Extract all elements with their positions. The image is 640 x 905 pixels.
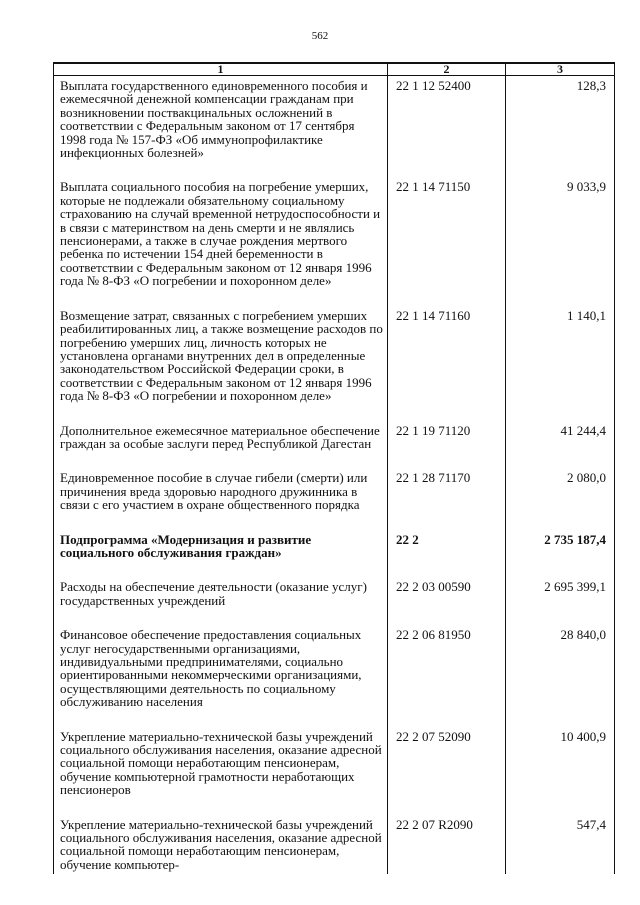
table-row [54,530,615,578]
row-description: Финансовое обеспечение предоставления социальных услуг негосударственными организациями, индивидуальными предпринимателями, социально ориентированными некоммерческими организациями, осуществляющими деятельность по социальному обслуживанию населения [54,625,388,726]
row-code: 22 1 28 71170 [388,468,506,529]
row-description: Выплата государственного единовременного пособия и ежемесячной денежной компенсации гражданам при возникновении поствакцинальных осложнений в соответствии с Федеральным законом от 17 сентября 1998 года № 157-ФЗ «Об иммунопрофилактике инфекционных болезней» [54,76,388,178]
table-row [54,577,615,625]
table-row [54,468,615,529]
table-row [54,727,615,815]
column-header-description: 1 [54,63,388,76]
row-description: Укрепление материально-технической базы учреждений социального обслуживания населения, оказание адресной социальной помощи неработающим пенсионерам, обучение компьютер- [54,815,388,875]
table-row [54,306,615,421]
row-amount: 9 033,9 [506,177,615,305]
row-description: Единовременное пособие в случае гибели (смерти) или причинения вреда здоровью народного дружинника в связи с его участием в охране общественного порядка [54,468,388,529]
row-description: Дополнительное ежемесячное материальное обеспечение граждан за особые заслуги перед Республикой Дагестан [54,421,388,469]
table-row [54,76,615,178]
row-amount: 41 244,4 [506,421,615,469]
row-amount: 2 735 187,4 [506,530,615,578]
table-row [54,625,615,726]
row-amount: 10 400,9 [506,727,615,815]
column-header-code: 2 [388,63,506,76]
row-code: 22 1 12 52400 [388,76,506,178]
row-amount: 1 140,1 [506,306,615,421]
row-code: 22 2 07 52090 [388,727,506,815]
row-code: 22 1 14 71150 [388,177,506,305]
row-amount: 2 695 399,1 [506,577,615,625]
page-number: 562 [311,30,329,42]
table-row [54,815,615,875]
budget-table [53,62,615,874]
row-description: Укрепление материально-технической базы учреждений социального обслуживания населения, оказание адресной социальной помощи неработающим пенсионерам, обучение компьютерной грамотности неработающих пенсионеров [54,727,388,815]
row-amount: 2 080,0 [506,468,615,529]
table-body [54,76,615,875]
table-row [54,421,615,469]
table-header-row [54,63,615,76]
row-code: 22 2 [388,530,506,578]
row-code: 22 1 19 71120 [388,421,506,469]
row-description: Расходы на обеспечение деятельности (оказание услуг) государственных учреждений [54,577,388,625]
table-row [54,177,615,305]
row-description: Возмещение затрат, связанных с погребением умерших реабилитированных лиц, а также возмещение расходов по погребению умерших лиц, личность которых не установлена органами внутренних дел в определенные законодательством Российской Федерации сроки, в соответствии с Федеральным законом от 12 января 1996 года № 8-ФЗ «О погребении и похоронном деле» [54,306,388,421]
row-code: 22 2 06 81950 [388,625,506,726]
row-code: 22 1 14 71160 [388,306,506,421]
column-header-amount: 3 [506,63,615,76]
row-description: Подпрограмма «Модернизация и развитие социального обслуживания граждан» [54,530,388,578]
row-code: 22 2 03 00590 [388,577,506,625]
row-amount: 547,4 [506,815,615,875]
row-code: 22 2 07 R2090 [388,815,506,875]
row-amount: 128,3 [506,76,615,178]
row-description: Выплата социального пособия на погребение умерших, которые не подлежали обязательному социальному страхованию на случай временной нетрудоспособности и в связи с материнством на день смерти и не являлись пенсионерами, а также в случае рождения мертвого ребенка по истечении 154 дней беременности в соответствии с Федеральным законом от 12 января 1996 года № 8-ФЗ «О погребении и похоронном деле» [54,177,388,305]
row-amount: 28 840,0 [506,625,615,726]
